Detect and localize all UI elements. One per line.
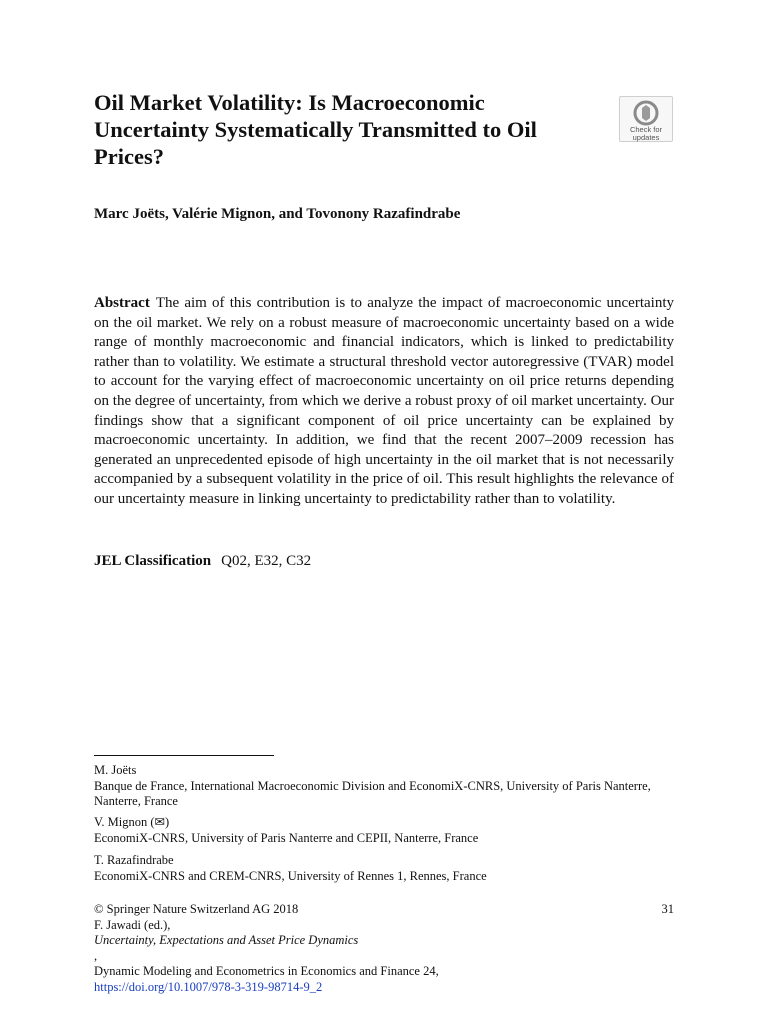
- page-footer: [94, 902, 674, 995]
- affiliation-name: M. Joëts: [94, 763, 137, 777]
- check-for-updates-badge[interactable]: [619, 96, 673, 142]
- affiliation-joets: [94, 763, 674, 810]
- affiliation-address: EconomiX-CNRS and CREM-CNRS, University of Rennes 1, Rennes, France: [94, 868, 487, 883]
- series-info: Dynamic Modeling and Econometrics in Economics and Finance 24,: [94, 964, 439, 978]
- abstract-label: Abstract: [94, 295, 150, 311]
- doi-link[interactable]: https://doi.org/10.1007/978-3-319-98714-9_2: [94, 979, 323, 994]
- affiliation-razafindrabe: [94, 853, 674, 884]
- editor-prefix: F. Jawadi (ed.),: [94, 917, 171, 932]
- editor-suffix: ,: [94, 948, 98, 963]
- copyright-notice: © Springer Nature Switzerland AG 2018: [94, 902, 299, 916]
- book-citation: [94, 918, 674, 965]
- paper-title: Oil Market Volatility: Is Macroeconomic Uncertainty Systematically Transmitted to Oil Prices?: [94, 90, 537, 169]
- jel-classification: [94, 553, 311, 570]
- badge-line-1: Check for: [629, 125, 663, 134]
- jel-label: JEL Classification: [94, 553, 212, 569]
- affiliation-address: EconomiX-CNRS, University of Paris Nanterre and CEPII, Nanterre, France: [94, 830, 479, 845]
- footnote-divider: [94, 755, 274, 756]
- book-title: Uncertainty, Expectations and Asset Price Dynamics: [94, 933, 359, 947]
- badge-line-2: updates: [632, 133, 660, 142]
- affiliation-mignon: [94, 815, 674, 846]
- page-number: 31: [661, 902, 674, 916]
- affiliation-name[interactable]: V. Mignon (✉): [94, 815, 170, 829]
- affiliation-name: T. Razafindrabe: [94, 853, 174, 867]
- jel-codes: Q02, E32, C32: [221, 553, 312, 569]
- abstract: [94, 294, 674, 510]
- abstract-text: The aim of this contribution is to analyze the impact of macroeconomic uncertainty on the oil market. We rely on a robust measure of macroeconomic uncertainty based on a wide range of monthly macroeconomic and financial indicators, which is linked to predictability rather than to volatility. We estimate a structural threshold vector autoregressive (TVAR) model to account for the varying effect of macroeconomic uncertainty on oil price returns depending on the degree of uncertainty, from which we derive a robust proxy of oil market uncertainty. Our findings show that a significant component of oil price uncertainty can be explained by macroeconomic uncertainty. In addition, we find that the recent 2007–2009 recession has generated an unprecedented episode of high uncertainty in the oil market that is not necessarily accompanied by a subsequent volatility in the price of oil. This result highlights the relevance of our uncertainty measure in linking uncertainty to predictability rather than to volatility.: [94, 295, 674, 507]
- author-list: Marc Joëts, Valérie Mignon, and Tovonony Razafindrabe: [94, 206, 461, 222]
- check-for-updates-icon: [633, 100, 659, 126]
- affiliation-address: Banque de France, International Macroeconomic Division and EconomiX-CNRS, University of Paris Nanterre, Nanterre, France: [94, 778, 651, 808]
